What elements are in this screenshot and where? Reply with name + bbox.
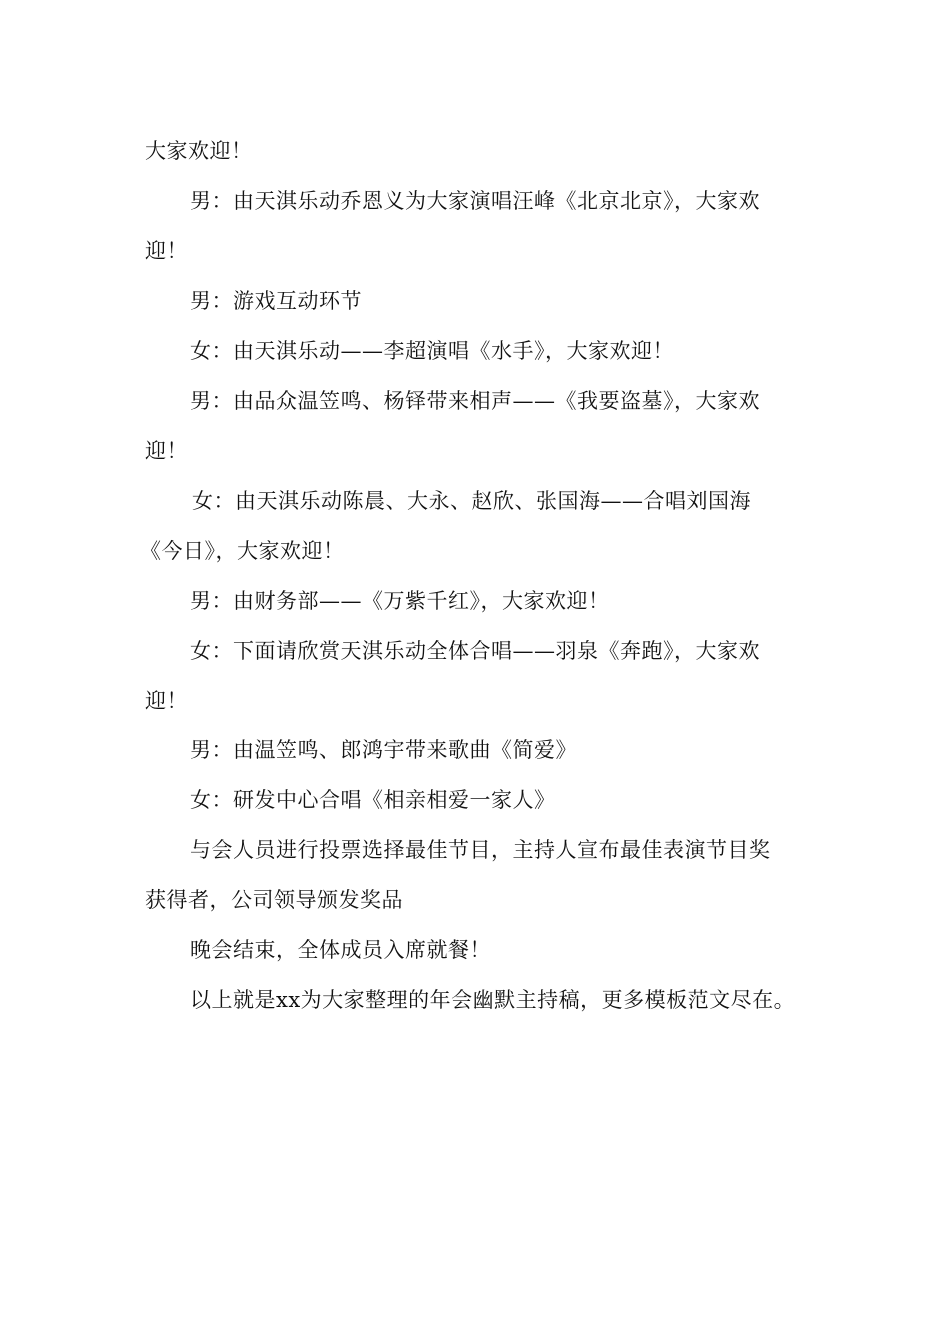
- text-line: 女：研发中心合唱《相亲相爱一家人》: [190, 788, 556, 812]
- text-line: 迎！: [145, 689, 188, 713]
- text-line: 男：游戏互动环节: [190, 289, 362, 313]
- text-line: 晚会结束，全体成员入席就餐！: [190, 938, 491, 962]
- text-line: 以上就是xx为大家整理的年会幽默主持稿，更多模板范文尽在。: [190, 988, 796, 1012]
- text-line: 与会人员进行投票选择最佳节目，主持人宣布最佳表演节目奖: [190, 838, 771, 862]
- text-line: 《今日》，大家欢迎！: [140, 539, 345, 563]
- text-line: 男：由财务部——《万紫千红》，大家欢迎！: [190, 589, 610, 613]
- text-line: 女：由天淇乐动陈晨、大永、赵欣、张国海——合唱刘国海: [192, 489, 751, 513]
- text-line: 迎！: [145, 439, 188, 463]
- text-line: 迎！: [145, 239, 188, 263]
- text-line: 男：由天淇乐动乔恩义为大家演唱汪峰《北京北京》，大家欢: [190, 189, 760, 213]
- text-line: 获得者，公司领导颁发奖品: [145, 888, 403, 912]
- text-line: 大家欢迎！: [145, 139, 253, 163]
- text-line: 男：由品众温笠鸣、杨铎带来相声——《我要盗墓》，大家欢: [190, 389, 760, 413]
- text-line: 女：下面请欣赏天淇乐动全体合唱——羽泉《奔跑》，大家欢: [190, 639, 760, 663]
- text-line: 男：由温笠鸣、郎鸿宇带来歌曲《简爱》: [190, 738, 577, 762]
- text-line: 女：由天淇乐动——李超演唱《水手》，大家欢迎！: [190, 339, 674, 363]
